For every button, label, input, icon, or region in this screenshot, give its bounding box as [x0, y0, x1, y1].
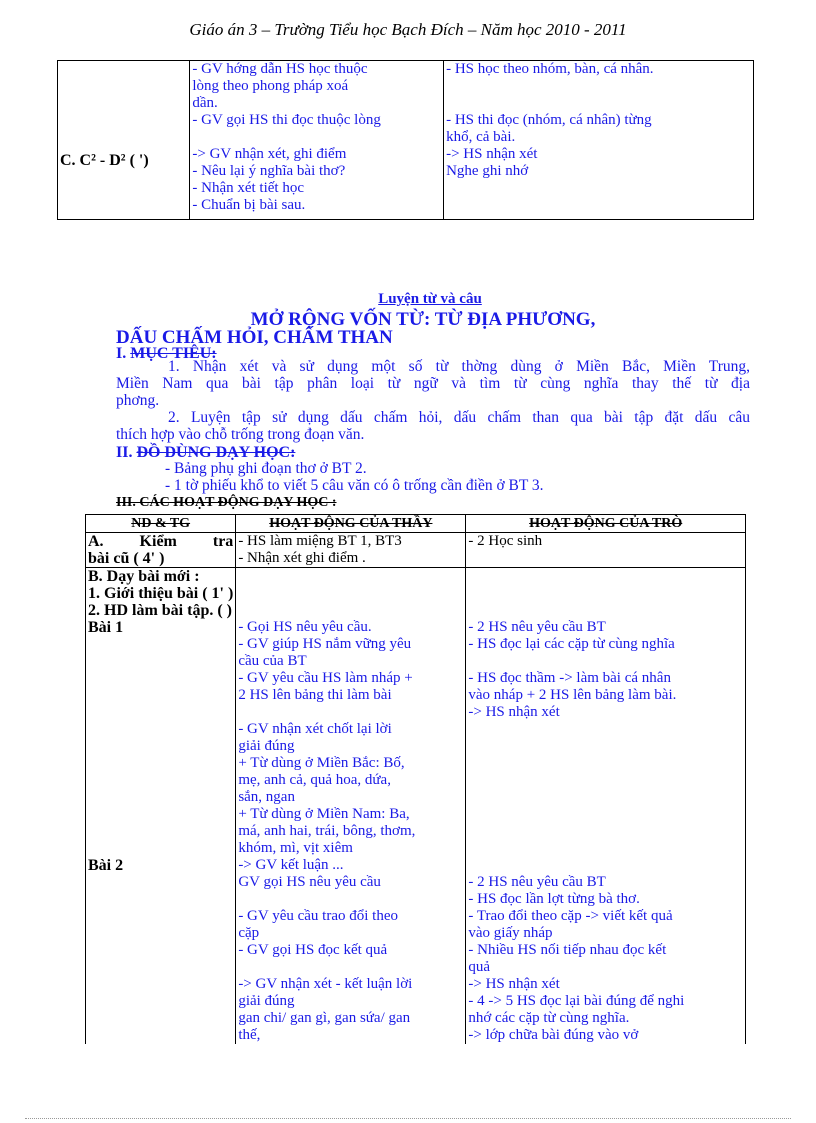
- content-line: B. Dạy bài mới :: [88, 568, 200, 585]
- student-activity-line: -> HS nhận xét: [468, 704, 560, 720]
- content-line: [88, 721, 233, 738]
- student-activity-line: [468, 789, 743, 806]
- content-line: 1. Giới thiệu bài ( 1' ): [88, 585, 234, 602]
- teacher-activity-line: - Gọi HS nêu yêu cầu.: [238, 619, 372, 635]
- teacher-activity-line: giải đúng: [238, 738, 295, 754]
- row1-col2-line1: - HS làm miệng BT 1, BT3: [238, 533, 402, 549]
- teacher-activity-line: sắn, ngan: [238, 789, 295, 805]
- teacher-activity-line: - Chuẩn bị bài sau.: [192, 197, 306, 213]
- teacher-activity-line: dần.: [192, 95, 218, 111]
- content-line: Bài 2: [88, 857, 124, 874]
- row2-col3: [466, 568, 746, 1045]
- student-activity-line: - HS thi đọc (nhóm, cá nhân) từng: [446, 112, 652, 128]
- table1-col2-cell: [190, 61, 444, 220]
- row1-col1: [86, 533, 236, 568]
- teacher-activity-line: - GV yêu cầu trao đổi theo: [238, 908, 398, 924]
- footer-divider: [25, 1118, 791, 1119]
- student-activity-line: quả: [468, 959, 491, 975]
- header-teacher-activity: HOẠT ĐỘNG CỦA THẦY: [236, 515, 466, 533]
- teacher-activity-line: [238, 568, 463, 585]
- page-header: Giáo án 3 – Trường Tiểu học Bạch Đích – Năm học 2010 - 2011: [189, 20, 627, 39]
- teacher-activity-line: lòng theo phong pháp xoá: [192, 78, 349, 94]
- content-line: [88, 755, 233, 772]
- content-line: [88, 840, 233, 857]
- section-title: MỤC TIÊU:: [130, 345, 217, 362]
- student-activity-line: [468, 585, 743, 602]
- student-activity-line: Nghe ghi nhớ: [446, 163, 529, 179]
- header-student-activity: HOẠT ĐỘNG CỦA TRÒ: [466, 515, 746, 533]
- row2-col1-lines: [88, 568, 233, 874]
- tool-item-1: - Bảng phụ ghi đoạn thơ ở BT 2.: [165, 460, 367, 477]
- teacher-activity-line: [238, 602, 463, 619]
- teacher-activity-line: -> GV kết luận ...: [238, 857, 344, 873]
- student-activity-line: khổ, cả bài.: [446, 129, 516, 145]
- objective-1-line2: Miền Nam qua bài tập phân loại từ ngữ và tìm từ cùng nghĩa thay thế từ địa: [116, 375, 750, 392]
- lesson-title-line2: DẤU CHẤM HỎI, CHẤM THAN: [116, 327, 393, 348]
- student-activity-line: [468, 602, 743, 619]
- student-activity-line: [468, 772, 743, 789]
- student-activity-line: [468, 755, 743, 772]
- row1-col3-line1: - 2 Học sinh: [468, 533, 543, 549]
- teacher-activity-list: [192, 61, 441, 214]
- lesson-subject: Luyện từ và câu: [378, 291, 482, 307]
- teacher-activity-line: [238, 704, 463, 721]
- table1-col1-cell: [58, 61, 190, 220]
- header-content-time: ND & TG: [86, 515, 236, 533]
- teacher-activity-line: GV gọi HS nêu yêu cầu: [238, 874, 381, 890]
- objectives-block: [116, 358, 750, 443]
- row2-col2: [236, 568, 466, 1045]
- table1-col3-cell: [444, 61, 754, 220]
- teacher-activity-line: - GV hớng dẫn HS học thuộc: [192, 61, 368, 77]
- student-activity-line: [468, 840, 743, 857]
- student-activity-line: [468, 823, 743, 840]
- section-title: ĐỒ DÙNG DẠY HỌC:: [136, 444, 296, 461]
- row1-col3: [466, 533, 746, 568]
- content-line: [88, 789, 233, 806]
- student-activity-line: [468, 653, 743, 670]
- teacher-activity-line: - GV gọi HS thi đọc thuộc lòng: [192, 112, 381, 128]
- student-activity-line: - HS đọc lại các cặp từ cùng nghĩa: [468, 636, 675, 652]
- student-activity-line: -> HS nhận xét: [446, 146, 538, 162]
- row1-col2-line2: - Nhận xét ghi điểm .: [238, 550, 366, 566]
- teacher-activity-line: + Từ dùng ở Miền Bắc: Bố,: [238, 755, 405, 771]
- teacher-activity-line: - GV gọi HS đọc kết quả: [238, 942, 388, 958]
- teacher-activity-line: gan chi/ gan gì, gan sứa/ gan: [238, 1010, 411, 1026]
- section-number: II.: [116, 444, 133, 461]
- row2-col2-lines: [238, 568, 463, 1044]
- teacher-activity-line: má, anh hai, trái, bông, thơm,: [238, 823, 416, 839]
- teacher-activity-line: - GV nhận xét chốt lại lời: [238, 721, 392, 737]
- activity-table-continued: [57, 60, 754, 220]
- teacher-activity-line: khóm, mì, vịt xiêm: [238, 840, 353, 856]
- teacher-activity-line: cầu của BT: [238, 653, 307, 669]
- row1-col2: [236, 533, 466, 568]
- student-activity-line: [468, 857, 743, 874]
- content-line: [88, 653, 233, 670]
- content-line: [88, 806, 233, 823]
- teacher-activity-line: [192, 129, 441, 146]
- table1-col1-text: C. C² - D² ( '): [60, 151, 149, 169]
- teacher-activity-line: cặp: [238, 925, 260, 941]
- student-activity-line: - HS học theo nhóm, bàn, cá nhân.: [446, 61, 654, 77]
- objective-1-line1: 1. Nhận xét và sử dụng một số từ thờng dùng ở Miền Bắc, Miền Trung,: [168, 358, 750, 375]
- row1-col1-line1: A. Kiểm tra: [88, 533, 234, 550]
- teacher-activity-line: [238, 891, 463, 908]
- section-number: I.: [116, 345, 127, 362]
- student-activity-line: - Nhiều HS nối tiếp nhau đọc kết: [468, 942, 667, 958]
- student-activity-line: - Trao đổi theo cặp -> viết kết quả: [468, 908, 673, 924]
- student-activity-line: [468, 806, 743, 823]
- teacher-activity-line: mẹ, anh cả, quả hoa, dứa,: [238, 772, 391, 788]
- student-activity-line: [446, 95, 751, 112]
- teacher-activity-line: [238, 959, 463, 976]
- student-activity-line: - 2 HS nêu yêu cầu BT: [468, 619, 606, 635]
- content-line: [88, 772, 233, 789]
- student-activity-line: - 4 -> 5 HS đọc lại bài đúng để nghi: [468, 993, 685, 1009]
- teacher-activity-line: - GV giúp HS nắm vững yêu: [238, 636, 412, 652]
- student-activity-line: -> HS nhận xét: [468, 976, 560, 992]
- row2-col1: [86, 568, 236, 1045]
- student-activity-list: [446, 61, 751, 180]
- student-activity-line: vào giấy nháp: [468, 925, 553, 941]
- content-line: 2. HD làm bài tập. ( ): [88, 602, 232, 619]
- row2-col3-lines: [468, 568, 743, 1044]
- student-activity-line: [468, 721, 743, 738]
- section-activities-heading: III. CÁC HOẠT ĐỘNG DẠY HỌC :: [116, 495, 337, 510]
- content-line: [88, 704, 233, 721]
- content-line: [88, 823, 233, 840]
- objective-1-line3: phơng.: [116, 392, 160, 409]
- teacher-activity-line: 2 HS lên bảng thi làm bài: [238, 687, 392, 703]
- student-activity-line: - HS đọc lần lợt từng bà thơ.: [468, 891, 640, 907]
- teacher-activity-line: -> GV nhận xét, ghi điểm: [192, 146, 347, 162]
- teacher-activity-line: + Từ dùng ở Miền Nam: Ba,: [238, 806, 410, 822]
- student-activity-line: -> lớp chữa bài đúng vào vở: [468, 1027, 639, 1043]
- teacher-activity-line: - Nêu lại ý nghĩa bài thơ?: [192, 163, 346, 179]
- lesson-title-line1: MỞ RỘNG VỐN TỪ: TỪ ĐỊA PHƯƠNG,: [250, 309, 596, 330]
- teacher-activity-line: - Nhận xét tiết học: [192, 180, 305, 196]
- content-line: [88, 738, 233, 755]
- student-activity-line: - 2 HS nêu yêu cầu BT: [468, 874, 606, 890]
- student-activity-line: nhớ các cặp từ cùng nghĩa.: [468, 1010, 630, 1026]
- content-line: [88, 670, 233, 687]
- teacher-activity-line: -> GV nhận xét - kết luận lời: [238, 976, 413, 992]
- teacher-activity-line: giải đúng: [238, 993, 295, 1009]
- content-line: [88, 636, 233, 653]
- objective-2-line1: 2. Luyện tập sử dụng dấu chấm hỏi, dấu chấm than qua bài tập đặt dấu câu: [168, 409, 750, 426]
- student-activity-line: vào nháp + 2 HS lên bảng làm bài.: [468, 687, 677, 703]
- teacher-activity-line: thế,: [238, 1027, 261, 1043]
- student-activity-line: - HS đọc thầm -> làm bài cá nhân: [468, 670, 671, 686]
- tool-item-2: - 1 tờ phiếu khổ to viết 5 câu văn có ô trống cần điền ở BT 3.: [165, 477, 544, 494]
- activities-table: [85, 514, 746, 1044]
- content-line: Bài 1: [88, 619, 124, 636]
- student-activity-line: [468, 568, 743, 585]
- student-activity-line: [468, 738, 743, 755]
- row1-col1-line2: bài cũ ( 4' ): [88, 550, 165, 567]
- teacher-activity-line: [238, 585, 463, 602]
- objective-2-line2: thích hợp vào chỗ trống trong đoạn văn.: [116, 426, 365, 443]
- content-line: [88, 687, 233, 704]
- teacher-activity-line: - GV yêu cầu HS làm nháp +: [238, 670, 413, 686]
- student-activity-line: [446, 78, 751, 95]
